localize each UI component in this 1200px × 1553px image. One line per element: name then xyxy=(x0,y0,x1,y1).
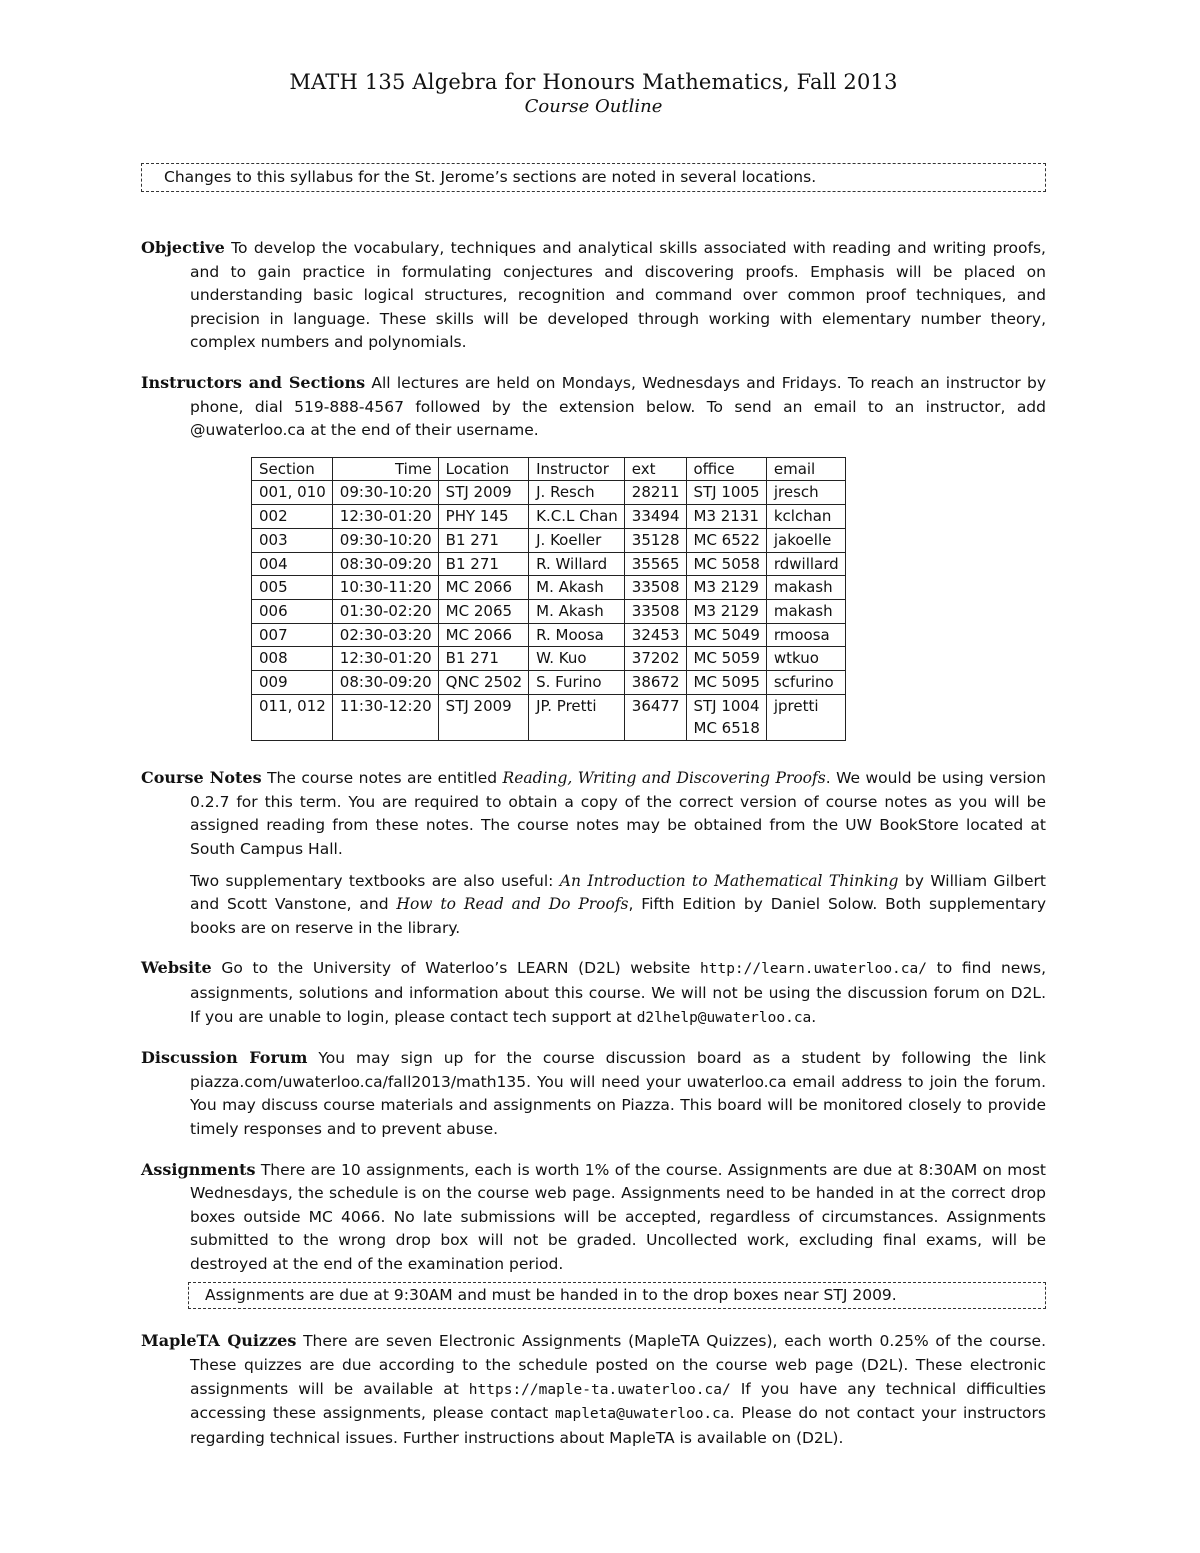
cell-section xyxy=(252,671,333,695)
table-header-row xyxy=(252,457,846,481)
cell-location xyxy=(438,552,528,576)
cell-ext xyxy=(624,647,686,671)
cell-ext xyxy=(624,671,686,695)
supplementary-texts xyxy=(141,870,1046,941)
cell-email xyxy=(766,647,845,671)
cell-instructor-value: S. Furino xyxy=(536,673,602,692)
syllabus-changes-notice: Changes to this syllabus for the St. Jerome’s sections are noted in several locations. xyxy=(141,163,1046,192)
cell-section-value: 004 xyxy=(259,554,288,573)
column-header-section: Section xyxy=(252,457,333,481)
cell-instructor xyxy=(529,623,625,647)
cell-time xyxy=(332,528,438,552)
course-outline-page xyxy=(141,70,1046,1450)
cell-section xyxy=(252,528,333,552)
cell-email xyxy=(766,623,845,647)
cell-location-value: QNC 2502 xyxy=(445,673,523,692)
cell-time-value: 08:30-09:20 xyxy=(339,554,432,573)
cell-email-value: jakoelle xyxy=(773,530,832,549)
cell-instructor xyxy=(529,528,625,552)
table-row xyxy=(252,528,846,552)
cell-instructor-value: R. Moosa xyxy=(536,625,604,644)
cell-section-value: 007 xyxy=(259,625,288,644)
cell-ext-value: 37202 xyxy=(631,649,680,668)
cell-section xyxy=(252,694,333,740)
cell-location xyxy=(438,481,528,505)
cell-location-value: B1 271 xyxy=(445,530,499,549)
cell-office xyxy=(686,671,766,695)
course-notes-heading: Course Notes xyxy=(141,768,262,788)
cell-email xyxy=(766,552,845,576)
cell-location xyxy=(438,528,528,552)
table-row xyxy=(252,671,846,695)
website-text: to find news, assignments, solutions and information about this course. We will not be using the discussion forum on D2L. If you are unable to login, please contact tech support at xyxy=(190,959,1046,1026)
cell-ext-value: 38672 xyxy=(631,673,680,692)
cell-instructor xyxy=(529,576,625,600)
cell-ext xyxy=(624,505,686,529)
cell-ext-value: 36477 xyxy=(631,696,680,715)
cell-time xyxy=(332,623,438,647)
cell-office xyxy=(686,552,766,576)
cell-ext-value: 32453 xyxy=(631,625,680,644)
cell-ext-value: 35565 xyxy=(631,554,680,573)
instructors-text: All lectures are held on Mondays, Wednesdays and Fridays. To reach an instructor by phone, dial 519-888-4567 followed by the extension below. To send an email to an instructor, add @uwaterloo.ca at the end of their username. xyxy=(190,373,1047,440)
cell-email xyxy=(766,599,845,623)
cell-office xyxy=(686,647,766,671)
cell-location xyxy=(438,671,528,695)
cell-office xyxy=(686,528,766,552)
column-header-location: Location xyxy=(438,457,528,481)
cell-time-value: 10:30-11:20 xyxy=(339,578,432,597)
cell-office-value: MC 5058 xyxy=(693,554,760,573)
cell-ext xyxy=(624,552,686,576)
cell-email-value: jresch xyxy=(773,483,819,502)
cell-section xyxy=(252,647,333,671)
supplementary-text: Two supplementary textbooks are also useful: xyxy=(190,871,560,890)
cell-time-value: 02:30-03:20 xyxy=(339,625,432,644)
cell-instructor-value: W. Kuo xyxy=(536,649,587,668)
cell-location-value: B1 271 xyxy=(445,554,499,573)
cell-instructor xyxy=(529,599,625,623)
instructors-section xyxy=(141,371,1046,443)
mapleta-heading: MapleTA Quizzes xyxy=(141,1331,297,1351)
cell-instructor xyxy=(529,481,625,505)
cell-section-value: 003 xyxy=(259,530,288,549)
cell-ext-value: 33508 xyxy=(631,578,680,597)
table-row xyxy=(252,576,846,600)
forum-heading: Discussion Forum xyxy=(141,1048,308,1068)
cell-time xyxy=(332,505,438,529)
cell-location-value: PHY 145 xyxy=(445,507,509,526)
cell-office-value: MC 5049 xyxy=(693,625,760,644)
cell-email xyxy=(766,576,845,600)
cell-location xyxy=(438,576,528,600)
cell-instructor xyxy=(529,671,625,695)
cell-office-value: MC 6522 xyxy=(693,530,760,549)
cell-location-value: MC 2066 xyxy=(445,578,513,597)
cell-time-value: 09:30-10:20 xyxy=(339,483,432,502)
cell-ext-value: 33508 xyxy=(631,601,680,620)
cell-time-value: 09:30-10:20 xyxy=(339,530,432,549)
cell-ext xyxy=(624,528,686,552)
website-text: Go to the University of Waterloo’s LEARN (D2L) website xyxy=(221,959,700,978)
website-text: . xyxy=(811,1007,817,1026)
column-header-instructor: Instructor xyxy=(529,457,625,481)
cell-ext xyxy=(624,576,686,600)
column-header-ext: ext xyxy=(624,457,686,481)
cell-time-value: 08:30-09:20 xyxy=(339,673,432,692)
course-notes-section xyxy=(141,766,1046,861)
supplementary-text: by William Gilbert and Scott Vanstone, and xyxy=(190,871,1047,914)
cell-time xyxy=(332,671,438,695)
cell-ext-value: 33494 xyxy=(631,507,680,526)
column-header-email: email xyxy=(766,457,845,481)
cell-ext-value: 28211 xyxy=(631,483,680,502)
cell-section-value: 005 xyxy=(259,578,288,597)
cell-section xyxy=(252,505,333,529)
assignments-text: There are 10 assignments, each is worth 1% of the course. Assignments are due at 8:30AM on most Wednesdays, the schedule is on the course web page. Assignments need to be handed in at the correct drop boxes outside MC 4066. No late submissions will be accepted, regardless of circumstances. Assignments submitted to the wrong drop box will not be graded. Uncollected work, excluding final exams, will be destroyed at the end of the examination period. xyxy=(190,1160,1046,1273)
website-section xyxy=(141,956,1046,1030)
cell-instructor-value: J. Koeller xyxy=(536,530,602,549)
cell-location xyxy=(438,599,528,623)
cell-office-value: MC 5095 xyxy=(693,673,760,692)
table-row xyxy=(252,647,846,671)
cell-ext xyxy=(624,694,686,740)
cell-office-secondary: MC 6518 xyxy=(693,719,760,738)
course-notes-text: The course notes are entitled xyxy=(267,769,503,788)
book-title-1: An Introduction to Mathematical Thinking xyxy=(559,871,899,890)
mapleta-text: . Please do not contact your instructors regarding technical issues. Further instructions about MapleTA is available on (D2L). xyxy=(190,1404,1046,1447)
cell-instructor-value: M. Akash xyxy=(536,578,604,597)
column-header-time: Time xyxy=(332,457,438,481)
cell-time-value: 11:30-12:20 xyxy=(339,696,432,715)
cell-section-value: 006 xyxy=(259,601,288,620)
cell-location-value: STJ 2009 xyxy=(445,696,512,715)
cell-section xyxy=(252,576,333,600)
cell-office xyxy=(686,694,766,740)
cell-time xyxy=(332,576,438,600)
objective-section xyxy=(141,236,1046,355)
cell-email-value: rmoosa xyxy=(773,625,830,644)
cell-instructor-value: J. Resch xyxy=(536,483,595,502)
cell-office-value: STJ 1005 xyxy=(693,483,760,502)
cell-section xyxy=(252,599,333,623)
cell-location xyxy=(438,694,528,740)
cell-time xyxy=(332,647,438,671)
column-header-office: office xyxy=(686,457,766,481)
cell-section-value: 011, 012 xyxy=(259,696,326,715)
book-title-2: How to Read and Do Proofs xyxy=(396,895,629,914)
cell-office xyxy=(686,623,766,647)
cell-ext-value: 35128 xyxy=(631,530,680,549)
cell-section-value: 008 xyxy=(259,649,288,668)
cell-office xyxy=(686,576,766,600)
page-title: MATH 135 Algebra for Honours Mathematics, Fall 2013 xyxy=(289,70,898,94)
cell-email-value: makash xyxy=(773,601,833,620)
assignments-section xyxy=(141,1158,1046,1277)
table-row xyxy=(252,481,846,505)
cell-instructor xyxy=(529,647,625,671)
discussion-forum-section xyxy=(141,1046,1046,1141)
cell-email xyxy=(766,694,845,740)
cell-ext xyxy=(624,623,686,647)
cell-location xyxy=(438,623,528,647)
cell-email-value: scfurino xyxy=(773,673,834,692)
course-notes-text-end: . We would be using version 0.2.7 for this term. You are required to obtain a copy of the correct version of course notes as you will be assigned reading from these notes. The course notes may be obtained from the UW BookStore located at South Campus Hall. xyxy=(190,769,1046,858)
cell-location-value: MC 2066 xyxy=(445,625,513,644)
cell-section xyxy=(252,481,333,505)
cell-time xyxy=(332,599,438,623)
cell-instructor xyxy=(529,505,625,529)
cell-location-value: B1 271 xyxy=(445,649,499,668)
cell-section xyxy=(252,552,333,576)
cell-location-value: STJ 2009 xyxy=(445,483,512,502)
table-row xyxy=(252,623,846,647)
cell-office-value: M3 2131 xyxy=(693,507,759,526)
table-row xyxy=(252,599,846,623)
mapleta-email-link[interactable]: mapleta@uwaterloo.ca xyxy=(555,1406,730,1423)
mapleta-text: If you have any technical difficulties accessing these assignments, please contact xyxy=(190,1379,1046,1423)
cell-ext xyxy=(624,599,686,623)
objective-text: To develop the vocabulary, techniques and analytical skills associated with reading and writing proofs, and to gain practice in formulating conjectures and discovering proofs. Emphasis will be placed on understanding basic logical structures, recognition and command over common proof techniques, and precision in language. These skills will be developed through working with elementary number theory, complex numbers and polynomials. xyxy=(190,239,1046,352)
cell-instructor xyxy=(529,694,625,740)
cell-email-value: makash xyxy=(773,578,833,597)
cell-location-value: MC 2065 xyxy=(445,601,513,620)
cell-time xyxy=(332,481,438,505)
cell-section-value: 001, 010 xyxy=(259,483,326,502)
table-row xyxy=(252,552,846,576)
assignment-due-notice: Assignments are due at 9:30AM and must be handed in to the drop boxes near STJ 2009. xyxy=(188,1282,1046,1309)
cell-email-value: rdwillard xyxy=(773,554,839,573)
mapleta-section xyxy=(141,1329,1046,1450)
cell-email xyxy=(766,671,845,695)
cell-office-value: M3 2129 xyxy=(693,601,759,620)
cell-time xyxy=(332,694,438,740)
learn-url-link[interactable]: http://learn.uwaterloo.ca/ xyxy=(700,961,927,978)
cell-instructor-value: K.C.L Chan xyxy=(536,507,618,526)
course-notes-title: Reading, Writing and Discovering Proofs xyxy=(502,769,826,788)
cell-time-value: 12:30-01:20 xyxy=(339,507,432,526)
cell-instructor-value: R. Willard xyxy=(536,554,608,573)
website-heading: Website xyxy=(141,958,212,978)
cell-time xyxy=(332,552,438,576)
cell-office-value: STJ 1004 xyxy=(693,696,760,715)
cell-section-value: 009 xyxy=(259,673,288,692)
d2l-help-email-link[interactable]: d2lhelp@uwaterloo.ca xyxy=(636,1009,812,1026)
cell-email xyxy=(766,528,845,552)
table-row xyxy=(252,694,846,740)
cell-office-value: MC 5059 xyxy=(693,649,760,668)
table-row xyxy=(252,505,846,529)
page-subtitle: Course Outline xyxy=(524,96,663,117)
instructors-heading: Instructors and Sections xyxy=(141,372,366,392)
cell-location xyxy=(438,647,528,671)
cell-section-value: 002 xyxy=(259,507,288,526)
mapleta-text: There are seven Electronic Assignments (MapleTA Quizzes), each worth 0.25% of the course. These quizzes are due according to the schedule posted on the course web page (D2L). These electronic assignments will be available at xyxy=(190,1332,1047,1398)
assignments-heading: Assignments xyxy=(141,1159,256,1179)
cell-email-value: kclchan xyxy=(773,507,832,526)
cell-email-value: jpretti xyxy=(773,696,819,715)
cell-office xyxy=(686,505,766,529)
cell-email xyxy=(766,505,845,529)
cell-instructor-value: M. Akash xyxy=(536,601,604,620)
cell-email-value: wtkuo xyxy=(773,649,819,668)
cell-office xyxy=(686,481,766,505)
cell-location xyxy=(438,505,528,529)
cell-email xyxy=(766,481,845,505)
sections-table xyxy=(251,457,846,741)
objective-heading: Objective xyxy=(141,238,225,257)
cell-time-value: 12:30-01:20 xyxy=(339,649,432,668)
supplementary-text: , Fifth Edition by Daniel Solow. Both supplementary books are on reserve in the library. xyxy=(190,895,1047,937)
cell-section xyxy=(252,623,333,647)
cell-instructor xyxy=(529,552,625,576)
cell-instructor-value: JP. Pretti xyxy=(536,696,597,715)
mapleta-url-link[interactable]: https://maple-ta.uwaterloo.ca/ xyxy=(468,1381,731,1398)
cell-ext xyxy=(624,481,686,505)
cell-time-value: 01:30-02:20 xyxy=(339,601,432,620)
forum-text: You may sign up for the course discussion board as a student by following the link piazza.com/uwaterloo.ca/fall2013/math135. You will need your uwaterloo.ca email address to join the forum. You may discuss course materials and assignments on Piazza. This board will be monitored closely to provide timely responses and to prevent abuse. xyxy=(190,1049,1046,1138)
cell-office-value: M3 2129 xyxy=(693,578,759,597)
cell-office xyxy=(686,599,766,623)
